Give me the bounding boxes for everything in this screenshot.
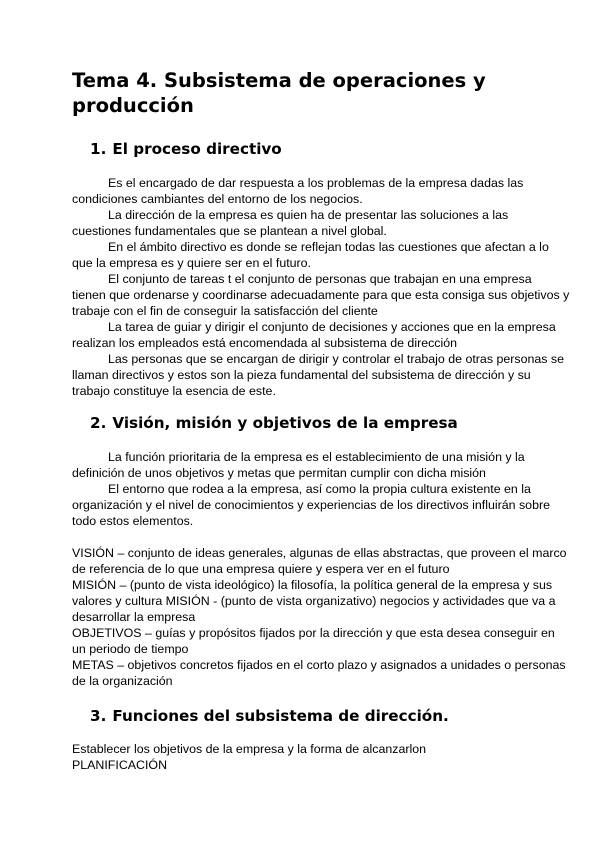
paragraph-line: todo estos elementos.	[72, 514, 194, 528]
definition-line: VISIÓN – conjunto de ideas generales, algunas de ellas abstractas, que proveen el marco	[72, 546, 567, 560]
definition-line: MISIÓN – (punto de vista ideológico) la filosofía, la política general de la empresa y sus	[72, 578, 553, 592]
section-2-body	[72, 449, 562, 529]
paragraph-line: Es el encargado de dar respuesta a los problemas de la empresa dadas las	[108, 176, 524, 190]
definition-line: desarrollar la empresa	[72, 610, 196, 624]
paragraph-line: La dirección de la empresa es quien ha de presentar las soluciones a las	[108, 208, 509, 222]
paragraph-line: El conjunto de tareas t el conjunto de personas que trabajan en una empresa	[108, 272, 532, 286]
paragraph-line: Establecer los objetivos de la empresa y la forma de alcanzarlon	[72, 742, 427, 756]
section-number: 3.	[90, 707, 107, 725]
paragraph-line: cuestiones fundamentales que se plantean a nivel global.	[72, 224, 387, 238]
paragraph-line: Las personas que se encargan de dirigir y controlar el trabajo de otras personas se	[108, 352, 564, 366]
section-number: 2.	[90, 414, 107, 432]
section-title: Visión, misión y objetivos de la empresa	[112, 414, 458, 432]
paragraph-line: condiciones cambiantes del entorno de los negocios.	[72, 192, 363, 206]
section-number: 1.	[90, 140, 107, 158]
paragraph-line: El entorno que rodea a la empresa, así como la propia cultura existente en la	[108, 482, 531, 496]
paragraph-line: realizan los empleados está encomendada al subsistema de dirección	[72, 336, 458, 350]
definition-line: un periodo de tiempo	[72, 642, 189, 656]
definition-line: de la organización	[72, 674, 173, 688]
paragraph-line: organización y el nivel de conocimientos y experiencias de los directivos influirán sobre	[72, 498, 550, 512]
definition-line: de referencia de lo que una empresa quiere y espera ver en el futuro	[72, 562, 450, 576]
paragraph-line: La función prioritaria de la empresa es el establecimiento de una misión y la	[108, 450, 525, 464]
section-heading-2	[90, 413, 458, 433]
section-1-body	[72, 175, 570, 399]
paragraph-line: PLANIFICACIÓN	[72, 758, 168, 772]
paragraph-line: llaman directivos y estos son la pieza fundamental del subsistema de dirección y su	[72, 368, 531, 382]
section-heading-3	[90, 706, 449, 726]
title-line-1: Tema 4. Subsistema de operaciones y	[72, 69, 486, 92]
paragraph-line: tienen que ordenarse y coordinarse adecuadamente para que esta consiga sus objetivos y	[72, 288, 570, 302]
paragraph-line: definición de unos objetivos y metas que permitan cumplir con dicha misión	[72, 466, 486, 480]
paragraph-line: En el ámbito directivo es donde se reflejan todas las cuestiones que afectan a lo	[108, 240, 549, 254]
definitions-list	[72, 545, 567, 689]
page-title	[72, 68, 542, 118]
definition-line: valores y cultura MISIÓN - (punto de vista organizativo) negocios y actividades que va a	[72, 594, 556, 608]
section-heading-1	[90, 139, 282, 159]
definition-line: OBJETIVOS – guías y propósitos fijados por la dirección y que esta desea conseguir en	[72, 626, 555, 640]
paragraph-line: trabaje con el fin de conseguir la satisfacción del cliente	[72, 304, 378, 318]
section-title: Funciones del subsistema de dirección.	[112, 707, 449, 725]
definition-line: METAS – objetivos concretos fijados en el corto plazo y asignados a unidades o personas	[72, 658, 566, 672]
paragraph-line: La tarea de guiar y dirigir el conjunto de decisiones y acciones que en la empresa	[108, 320, 556, 334]
paragraph-line: que la empresa es y quiere ser en el futuro.	[72, 256, 311, 270]
section-title: El proceso directivo	[112, 140, 282, 158]
title-line-2: producción	[72, 94, 194, 117]
section-3-body	[72, 741, 562, 773]
paragraph-line: trabajo constituye la esencia de este.	[72, 384, 276, 398]
